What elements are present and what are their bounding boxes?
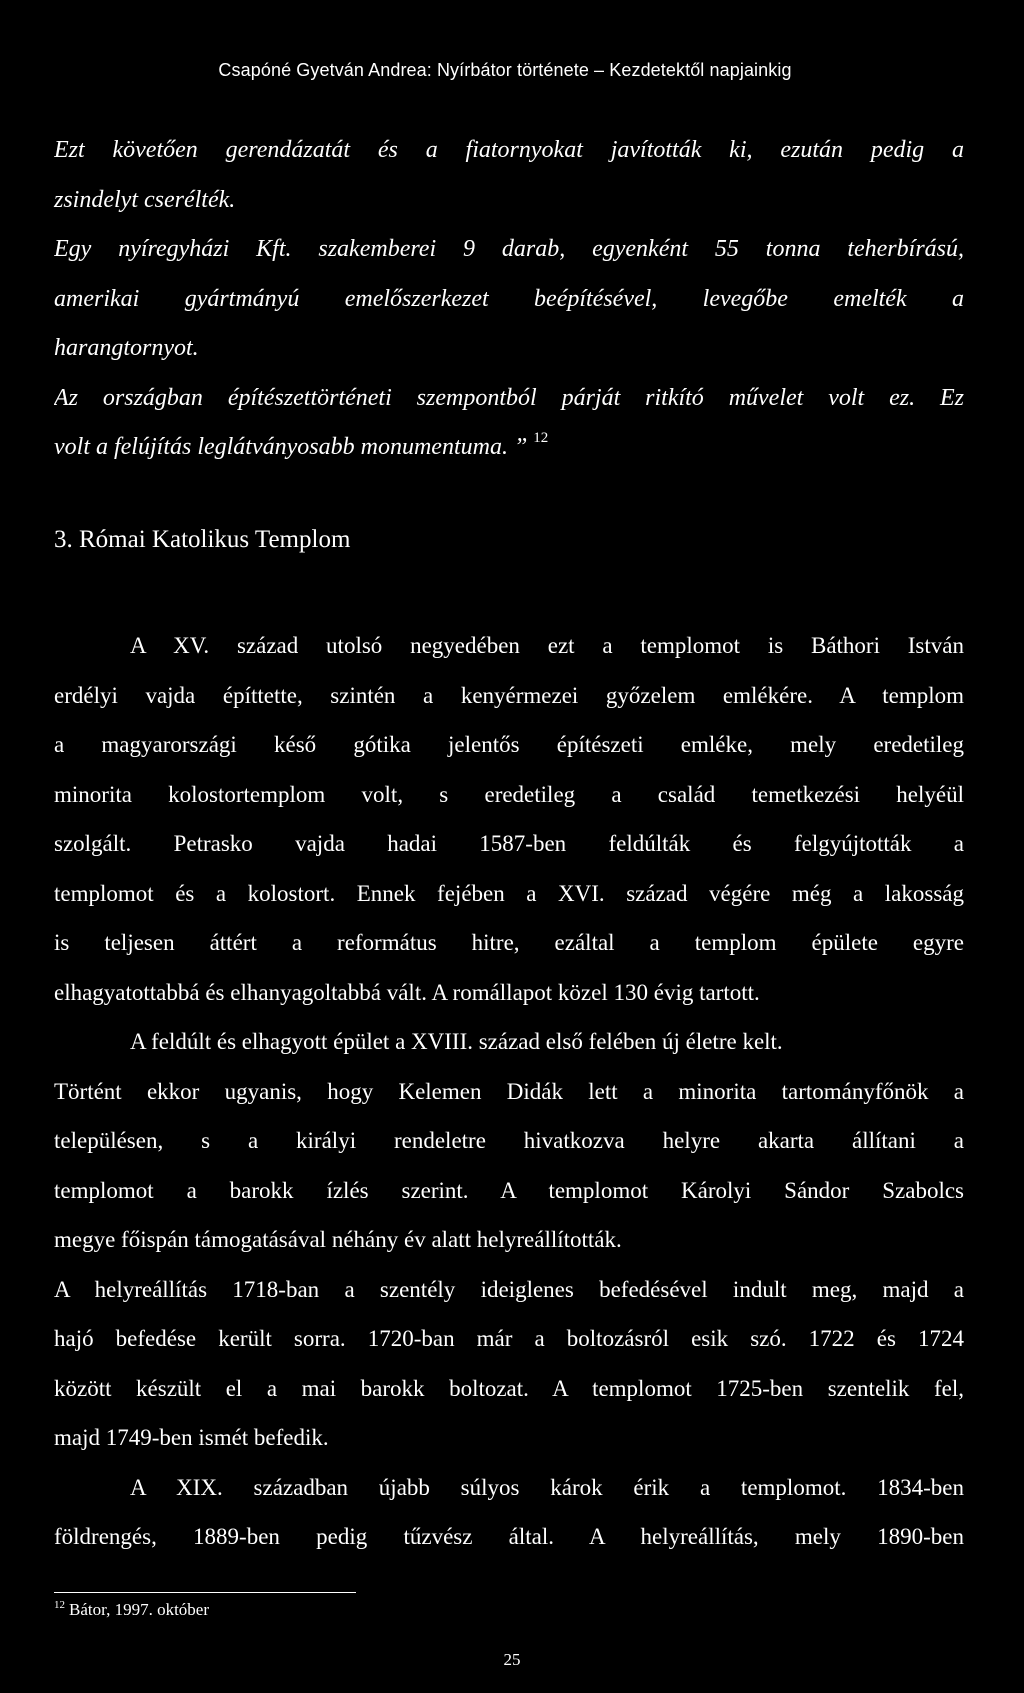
running-header: Csapóné Gyetván Andrea: Nyírbátor története – Kezdetektől napjainkig <box>218 60 792 80</box>
section-heading: 3. Római Katolikus Templom <box>54 526 351 553</box>
body-line: településen, s a királyi rendeletre hivatkozva helyre akarta állítani a <box>54 1128 964 1153</box>
body-line: a magyarországi késő gótika jelentős építészeti emléke, mely eredetileg <box>54 732 964 757</box>
quote-line-last <box>54 423 964 473</box>
body-line: erdélyi vajda építtette, szintén a kenyérmezei győzelem emlékére. A templom <box>54 682 964 708</box>
body-line: minorita kolostortemplom volt, s eredetileg a család temetkezési helyéül <box>54 781 964 807</box>
body-line: majd 1749-ben ismét befedik. <box>54 1425 329 1450</box>
footnote-text: Bátor, 1997. október <box>69 1600 210 1619</box>
body-line: között készült el a mai barokk boltozat. A templomot 1725-ben szentelik fel, <box>54 1375 964 1401</box>
body-line: is teljesen áttért a református hitre, ezáltal a templom épülete egyre <box>54 930 964 955</box>
footnote-reference[interactable]: 12 <box>533 430 549 446</box>
footnote-separator <box>54 1592 356 1593</box>
quote-line: Az országban építészettörténeti szempontból párját ritkító művelet volt ez. Ez <box>54 384 964 411</box>
footnote <box>54 1600 209 1620</box>
body-line: A XV. század utolsó negyedében ezt a templomot is Báthori István <box>130 633 964 658</box>
body-line: hajó befedése került sorra. 1720-ban már a boltozásról esik szó. 1722 és 1724 <box>54 1326 964 1351</box>
footnote-number: 12 <box>54 1599 65 1611</box>
quote-line-text: volt a felújítás leglátványosabb monumentuma. ” <box>54 434 528 460</box>
quotation-block <box>54 126 964 473</box>
quote-line: Egy nyíregyházi Kft. szakemberei 9 darab, egyenként 55 tonna teherbírású, <box>54 236 964 262</box>
quote-line: harangtornyot. <box>54 335 199 361</box>
body-line: szolgált. Petrasko vajda hadai 1587-ben feldúlták és felgyújtották a <box>54 831 964 856</box>
quote-line: amerikai gyártmányú emelőszerkezet beépítésével, levegőbe emelték a <box>54 285 964 312</box>
body-line: földrengés, 1889-ben pedig tűzvész által. A helyreállítás, mely 1890-ben <box>54 1524 964 1549</box>
body-line: A XIX. században újabb súlyos károk érik a templomot. 1834-ben <box>130 1474 964 1500</box>
body-line: elhagyatottabbá és elhanyagoltabbá vált. A romállapot közel 130 évig tartott. <box>54 979 760 1005</box>
body-line: templomot a barokk ízlés szerint. A templomot Károlyi Sándor Szabolcs <box>54 1177 964 1203</box>
body-line: A helyreállítás 1718-ban a szentély ideiglenes befedésével indult meg, majd a <box>54 1276 964 1302</box>
body-text <box>54 621 964 1562</box>
body-line: megye főispán támogatásával néhány év alatt helyreállították. <box>54 1227 622 1252</box>
quote-line: Ezt követően gerendázatát és a fiatornyokat javították ki, ezután pedig a <box>54 137 964 163</box>
page-number: 25 <box>503 1650 521 1669</box>
quote-line: zsindelyt cserélték. <box>54 186 236 213</box>
body-line: Történt ekkor ugyanis, hogy Kelemen Didák lett a minorita tartományfőnök a <box>54 1078 964 1104</box>
body-line: A feldúlt és elhagyott épület a XVIII. század első felében új életre kelt. <box>130 1029 783 1054</box>
body-line: templomot és a kolostort. Ennek fejében a XVI. század végére még a lakosság <box>54 880 964 906</box>
